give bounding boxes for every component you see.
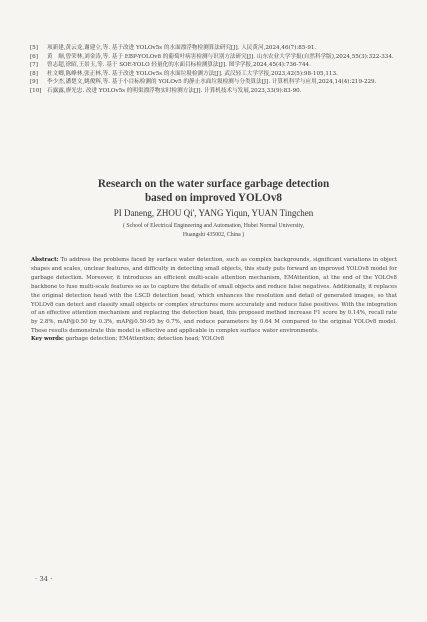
reference-number: [10] bbox=[30, 87, 42, 94]
paper-title bbox=[0, 177, 427, 205]
reference-item bbox=[30, 78, 402, 87]
keywords-text: garbage detection; EMAttention; detection head; YOLOv8 bbox=[65, 336, 225, 342]
title-line-2: based on improved YOLOv8 bbox=[144, 192, 283, 204]
abstract bbox=[31, 256, 397, 336]
keywords bbox=[31, 335, 397, 344]
reference-number: [9] bbox=[30, 79, 38, 86]
page-number: · 34 · bbox=[35, 575, 53, 583]
author-list: PI Daneng, ZHOU Qi', YANG Yiqun, YUAN Tingchen bbox=[113, 208, 314, 218]
affiliation-line-1: ( School of Electrical Engineering and Automation, Hubei Normal University, bbox=[122, 223, 305, 229]
abstract-label: Abstract: bbox=[31, 257, 59, 263]
reference-text: 黄 顺,曾荣林,刘金涛,等. 基于 EBP-YOLOv8 的葡萄叶病害检测与识别方法研究[J]. 山东农业大学学报(自然科学版),2024,55(3):322-334. bbox=[47, 53, 394, 60]
title-line-1: Research on the water surface garbage detection bbox=[97, 178, 330, 190]
reference-number: [6] bbox=[30, 53, 38, 60]
reference-text: 李少杰,潘楚文,姚俊辉,等. 基于小目标检测的 YOLOv5 的静止水面垃圾检测与分类算法[J]. 计算机科学与应用,2024,14(4):219-229. bbox=[47, 79, 377, 86]
reference-number: [7] bbox=[30, 62, 38, 69]
affiliation bbox=[0, 222, 427, 241]
reference-item bbox=[30, 70, 402, 79]
reference-text: 石露露,廖光忠. 改进 YOLOv5s 的明渠漂浮物实时检测方法[J]. 计算机技术与发展,2023,33(9):83-90. bbox=[47, 87, 302, 94]
abstract-text: To address the problems faced by surface water detection, such as complex backgrounds, significant variations in object shapes and scales, unclear features, and difficulty in detecting small objects, this study puts forward an improved YOLOv8 model for garbage detection. Moreover, it introduces an efficient multi-scale attention mechanism, EMAttention, at the end of the YOLOv8 backbone to fuse multi-scale features so as to capture the details of small objects and reduce false negatives. Additionally, it replaces the original detection head with the LSCD detection head, which enhances the resolution and detail of generated images, so that YOLOv8 can detect and classify small objects or complex structures more accurately and reduce false positives. With the integration of an effective attention mechanism and replacing the detection head, this proposed method increase F1 score by 0.14%, recall rate by 2.8%, mAP@0.50 by 0.3%, mAP@0.50-95 by 0.7%, and reduce parameters by 0.64 M compared to the original YOLOv8 model. These results demonstrate this model is effective and applicable in complex surface water environments. bbox=[31, 257, 397, 335]
reference-list bbox=[30, 44, 402, 96]
reference-text: 项新建,黄云龙,谢建立,等. 基于改进 YOLOv5s 的水面漂浮物检测算法研究[J]. 人民黄河,2024,46(7):85-91. bbox=[47, 45, 317, 51]
reference-number: [8] bbox=[30, 70, 38, 77]
reference-text: 曾志超,徐昭,王景玉,等. 基于 SOE-YOLO 轻量化的水面目标检测算法[J]. 图学学报,2024,45(4):736-744. bbox=[47, 62, 311, 69]
reference-text: 杜文卿,陈峰林,张正林,等. 基于改进 YOLOv5s 的水面垃圾检测方法[J]. 武汉轻工大学学报,2023,42(5):98-105,113. bbox=[47, 70, 338, 77]
reference-item bbox=[30, 87, 402, 96]
keywords-label: Key words: bbox=[31, 336, 64, 342]
reference-number: [5] bbox=[30, 45, 38, 51]
reference-item bbox=[30, 44, 402, 53]
affiliation-line-2: Huangshi 435002, China ) bbox=[182, 232, 245, 239]
reference-item bbox=[30, 61, 402, 70]
reference-item bbox=[30, 53, 402, 62]
